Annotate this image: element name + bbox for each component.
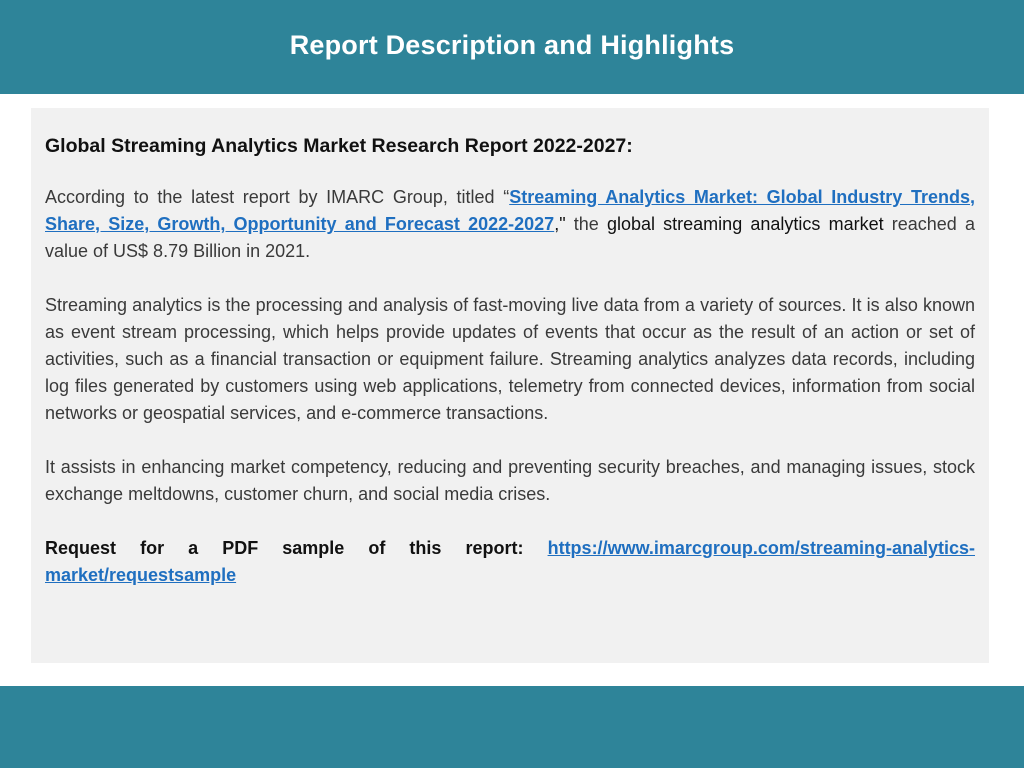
intro-paragraph	[45, 184, 975, 265]
footer-band	[0, 686, 1024, 768]
description-paragraph: Streaming analytics is the processing and analysis of fast-moving live data from a variety of sources. It is also known as event stream processing, which helps provide updates of events that occur as the result of an action or set of activities, such as a financial transaction or equipment failure. Streaming analytics analyzes data records, including log files generated by customers using web applications, telemetry from connected devices, information from social networks or geospatial services, and e-commerce transactions.	[45, 295, 975, 423]
report-heading: Global Streaming Analytics Market Research Report 2022-2027:	[45, 135, 633, 157]
header-band	[0, 0, 1024, 94]
content-panel	[31, 108, 989, 663]
request-sample-line	[45, 535, 975, 589]
intro-after-link: ,"	[554, 214, 566, 234]
report-title-link[interactable]: Streaming Analytics Market: Global Industry Trends, Share, Size, Growth, Opportunity and Forecast 2022-2027	[45, 187, 975, 234]
intro-suffix: reached a value of US$ 8.79 Billion in 2021.	[45, 214, 976, 261]
page-title: Report Description and Highlights	[289, 29, 735, 60]
intro-the: the	[565, 214, 607, 234]
request-sample-link[interactable]: https://www.imarcgroup.com/streaming-analytics-market/requestsample	[45, 538, 975, 585]
intro-prefix: According to the latest report by IMARC Group, titled “	[45, 187, 510, 207]
request-label: Request for a PDF sample of this report:	[45, 538, 524, 558]
benefits-paragraph: It assists in enhancing market competency, reducing and preventing security breaches, and managing issues, stock exchange meltdowns, customer churn, and social media crises.	[45, 457, 975, 504]
market-phrase: global streaming analytics market	[606, 214, 884, 234]
